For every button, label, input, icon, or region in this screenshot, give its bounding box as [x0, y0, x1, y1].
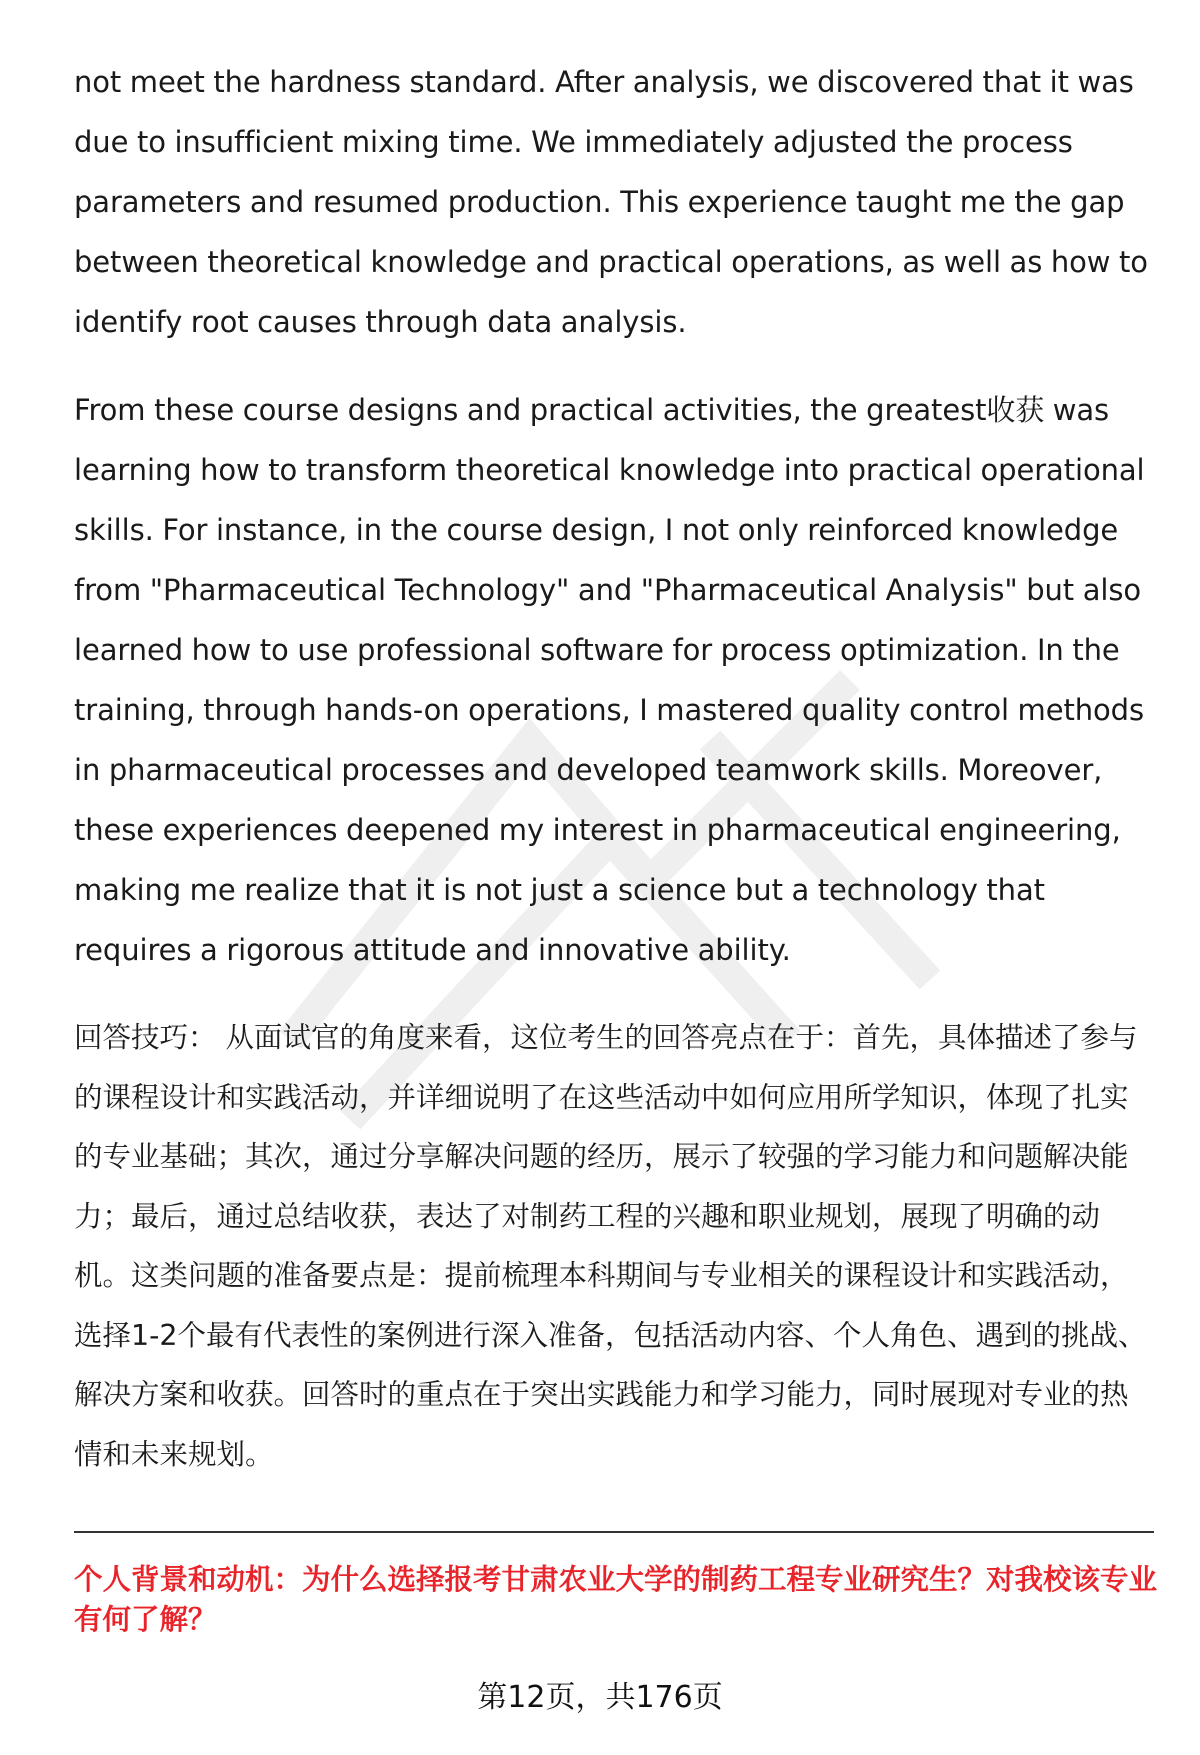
- main-content: [74, 52, 1154, 1484]
- paragraph-experience: not meet the hardness standard. After analysis, we discovered that it was due to insufficient mixing time. We immediately adjusted the process parameters and resumed production. This experience taught me the gap between theoretical knowledge and practical operations, as well as how to identify root causes through data analysis.: [74, 65, 1148, 339]
- paragraph-gains: From these course designs and practical activities, the greatest收获 was learning how to transform theoretical knowledge into practical operational skills. For instance, in the course design, I not only reinforced knowledge from "Pharmaceutical Technology" and "Pharmaceutical Analysis" but also learned how to use professional software for process optimization. In the training, through hands-on operations, I mastered quality control methods in pharmaceutical processes and developed teamwork skills. Moreover, these experiences deepened my interest in pharmaceutical engineering, making me realize that it is not just a science but a technology that requires a rigorous attitude and innovative ability.: [74, 393, 1145, 967]
- paragraph-answer-tips: 回答技巧： 从面试官的角度来看，这位考生的回答亮点在于：首先，具体描述了参与的课程设计和实践活动，并详细说明了在这些活动中如何应用所学知识，体现了扎实的专业基础；其次，通过分享解决问题的经历，展示了较强的学习能力和问题解决能力；最后，通过总结收获，表达了对制药工程的兴趣和职业规划，展现了明确的动机。这类问题的准备要点是：提前梳理本科期间与专业相关的课程设计和实践活动，选择1-2个最有代表性的案例进行深入准备，包括活动内容、个人角色、遇到的挑战、解决方案和收获。回答时的重点在于突出实践能力和学习能力，同时展现对专业的热情和未来规划。: [74, 1021, 1147, 1471]
- next-question-heading: 个人背景和动机：为什么选择报考甘肃农业大学的制药工程专业研究生？对我校该专业有何了解？: [74, 1563, 1158, 1636]
- section-divider: [74, 1531, 1154, 1533]
- page-number: 第12页，共176页: [477, 1680, 723, 1715]
